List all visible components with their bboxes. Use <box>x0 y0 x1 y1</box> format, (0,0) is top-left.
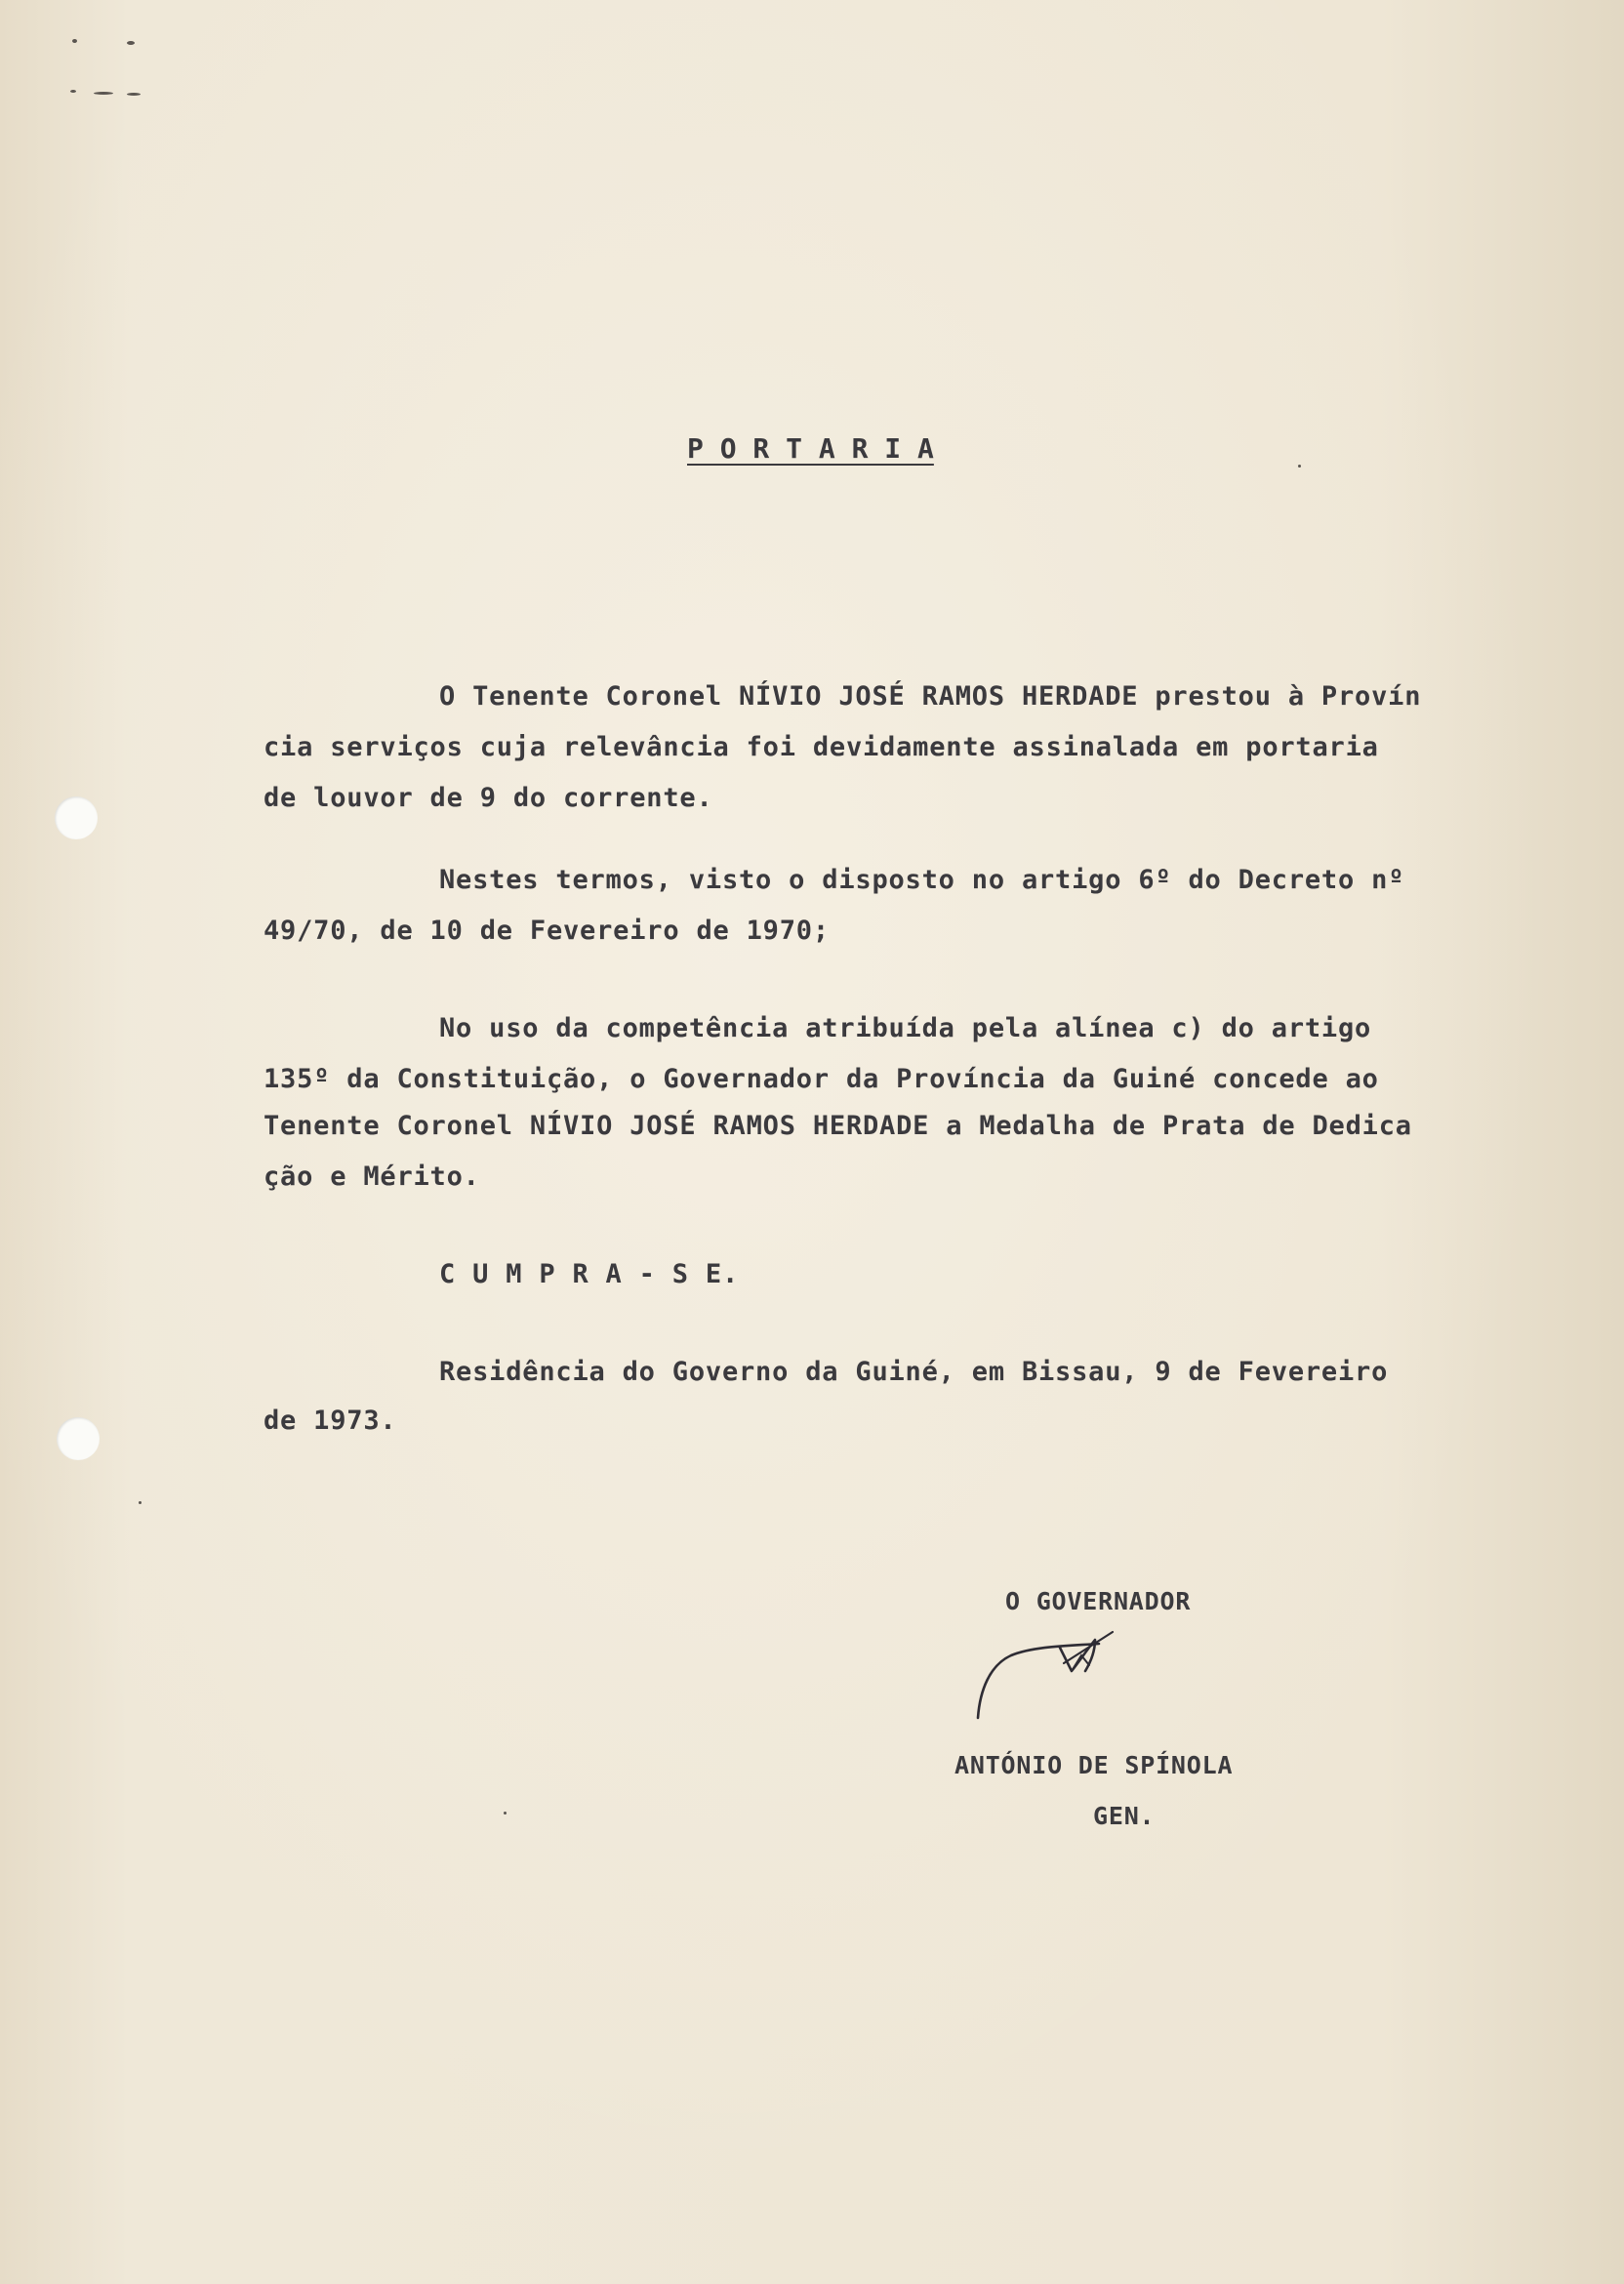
punch-hole-top <box>55 796 98 839</box>
handwritten-signature <box>966 1622 1161 1730</box>
paper-speck <box>504 1812 507 1815</box>
paragraph-3-line-2: 135º da Constituição, o Governador da Província da Guiné concede ao <box>264 1064 1379 1094</box>
paragraph-1-line-2: cia serviços cuja relevância foi devidamente assinalada em portaria <box>264 732 1379 762</box>
paper-speck <box>127 93 141 96</box>
paragraph-3-line-1: No uso da competência atribuída pela alínea c) do artigo <box>439 1013 1372 1043</box>
place-date-line-2: de 1973. <box>264 1406 397 1436</box>
paper-speck <box>94 92 113 95</box>
paragraph-1-line-1: O Tenente Coronel NÍVIO JOSÉ RAMOS HERDADE prestou à Provín <box>439 681 1422 712</box>
paper-speck <box>127 41 135 45</box>
place-date-line-1: Residência do Governo da Guiné, em Bissau, 9 de Fevereiro <box>439 1357 1389 1387</box>
paper-speck <box>70 90 76 93</box>
paper-speck <box>1298 465 1301 468</box>
paper-speck <box>72 39 77 43</box>
punch-hole-bottom <box>57 1417 100 1460</box>
signatory-rank: GEN. <box>1093 1802 1156 1830</box>
paragraph-2-line-1: Nestes termos, visto o disposto no artigo 6º do Decreto nº <box>439 865 1405 895</box>
signatory-title: O GOVERNADOR <box>1005 1587 1192 1615</box>
paragraph-3-line-4: ção e Mérito. <box>264 1162 480 1192</box>
paper-speck <box>139 1501 142 1504</box>
paragraph-2-line-2: 49/70, de 10 de Fevereiro de 1970; <box>264 916 830 946</box>
document-title: P O R T A R I A <box>687 432 934 465</box>
paragraph-3-line-3: Tenente Coronel NÍVIO JOSÉ RAMOS HERDADE a Medalha de Prata de Dedica <box>264 1111 1412 1141</box>
cumpra-se: C U M P R A - S E. <box>439 1259 739 1289</box>
signatory-name: ANTÓNIO DE SPÍNOLA <box>954 1751 1234 1779</box>
paragraph-1-line-3: de louvor de 9 do corrente. <box>264 783 713 813</box>
